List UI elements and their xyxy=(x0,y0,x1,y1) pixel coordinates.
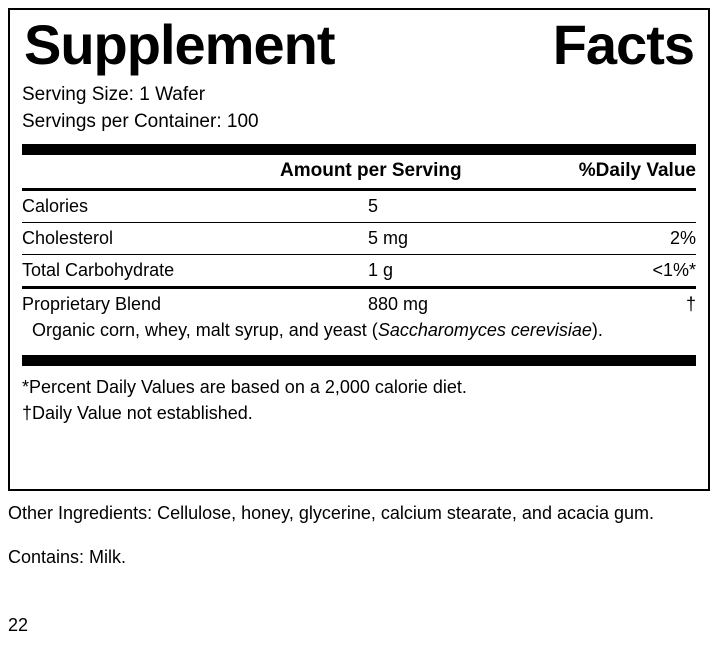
serving-info xyxy=(22,81,696,136)
page-title xyxy=(22,14,696,75)
nutrient-amount: 5 xyxy=(368,195,379,216)
blend-name: Proprietary Blend xyxy=(22,293,162,314)
table-header-row xyxy=(22,155,696,188)
blend-description-species: Saccharomyces cerevisiae xyxy=(377,319,592,340)
nutrient-dv: <1%* xyxy=(652,259,696,280)
footnote-dagger: †Daily Value not established. xyxy=(22,402,253,423)
blend-description-pre: Organic corn, whey, malt syrup, and yeast ( xyxy=(32,319,378,340)
nutrient-name: Calories xyxy=(22,195,89,216)
header-daily-value: %Daily Value xyxy=(578,159,696,181)
nutrient-name: Cholesterol xyxy=(22,227,114,248)
header-blank xyxy=(22,160,280,182)
serving-size: Serving Size: 1 Wafer xyxy=(22,83,206,105)
title-supplement: Supplement xyxy=(24,13,335,76)
contains-statement: Contains: Milk. xyxy=(8,547,127,568)
blend-dv: † xyxy=(685,293,696,314)
footnote-daily-values: *Percent Daily Values are based on a 2,000 calorie diet. xyxy=(22,376,467,397)
nutrient-amount: 5 mg xyxy=(368,227,409,248)
divider-thick-bottom xyxy=(22,355,696,366)
footnotes xyxy=(22,366,696,426)
title-facts: Facts xyxy=(552,13,694,76)
servings-per-container: Servings per Container: 100 xyxy=(22,111,259,133)
nutrient-dv: 2% xyxy=(669,227,696,248)
table-row xyxy=(22,255,696,286)
below-panel-text xyxy=(8,500,708,588)
nutrient-amount: 1 g xyxy=(368,259,394,280)
table-row xyxy=(22,223,696,254)
proprietary-blend-row xyxy=(22,289,696,320)
supplement-facts-panel xyxy=(8,8,710,491)
other-ingredients: Other Ingredients: Cellulose, honey, glycerine, calcium stearate, and acacia gum. xyxy=(8,503,655,523)
blend-amount: 880 mg xyxy=(368,293,429,314)
blend-description-post: ). xyxy=(591,319,603,340)
header-amount-per-serving: Amount per Serving xyxy=(280,159,462,181)
nutrient-name: Total Carbohydrate xyxy=(22,259,175,280)
divider-thick-top xyxy=(22,144,696,155)
page-number: 22 xyxy=(8,615,29,635)
blend-description xyxy=(22,320,696,347)
table-row xyxy=(22,191,696,222)
